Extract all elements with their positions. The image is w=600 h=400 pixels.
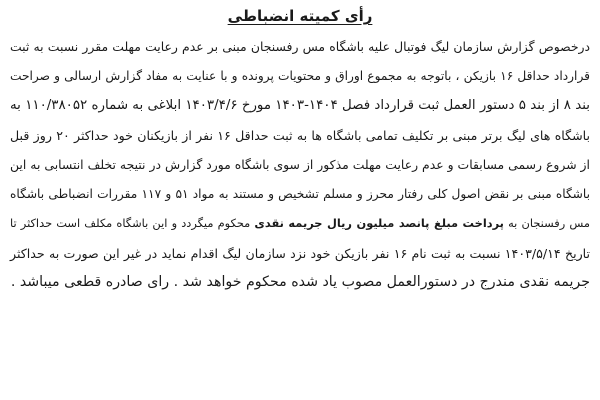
text-line-last — [10, 268, 590, 298]
text-line — [10, 91, 590, 121]
text-segment: محکوم میگردد و این باشگاه مکلف است حداکثر تا — [10, 216, 255, 230]
text-line — [10, 150, 590, 180]
text-segment: از شروع رسمی مسابقات و عدم رعایت مهلت مذکور از سوی باشگاه مورد گزارش در نتیجه تخلف انتسابی به این — [10, 157, 590, 172]
text-segment: مس رفسنجان به — [503, 216, 590, 230]
text-segment: باشگاه مبنی بر نقض اصول کلی رفتار محرز و مسلم تشخیص و مستند به مواد ۵۱ و ۱۱۷ مقررات انضباطی باشگاه — [10, 186, 590, 201]
text-segment: جریمه نقدی مندرج در دستورالعمل مصوب یاد شده محکوم خواهد شد . رای صادره قطعی میباشد . — [10, 274, 590, 290]
text-segment: بند ۸ از بند ۵ دستور العمل ثبت قرارداد فصل ۱۴۰۴-۱۴۰۳ مورخ ۱۴۰۳/۴/۶ ابلاغی به شماره ۱۱۰/۳۸۰۵۲ به — [10, 98, 591, 113]
penalty-amount: پرداخت مبلغ پانصد میلیون ریال جریمه نقدی — [254, 216, 504, 230]
text-segment: تاریخ ۱۴۰۳/۵/۱۴ نسبت به ثبت نام ۱۶ نفر بازیکن خود نزد سازمان لیگ اقدام نماید در غیر این صورت به حداکثر — [10, 245, 591, 261]
document-title — [10, 6, 590, 26]
text-line — [10, 209, 590, 239]
document-title-text: رأی کمیته انضباطی — [227, 7, 373, 25]
text-line — [10, 180, 590, 210]
text-line — [10, 121, 590, 151]
document-body — [10, 32, 590, 298]
text-segment: درخصوص گزارش سازمان لیگ فوتبال علیه باشگاه مس رفسنجان مبنی بر عدم رعایت مهلت مقرر نسبت به ثبت — [10, 39, 590, 54]
text-line — [10, 62, 590, 92]
text-line — [10, 32, 590, 62]
text-segment: باشگاه های لیگ برتر مبنی بر تکلیف تمامی باشگاه ها به ثبت حداقل ۱۶ نفر از بازیکنان خود حداکثر ۲۰ روز قبل — [10, 127, 590, 143]
text-segment: قرارداد حداقل ۱۶ بازیکن ، باتوجه به مجموع اوراق و محتویات پرونده و با عنایت به مفاد گزارش ارسالی و صراحت — [10, 68, 590, 83]
text-line — [10, 239, 590, 269]
